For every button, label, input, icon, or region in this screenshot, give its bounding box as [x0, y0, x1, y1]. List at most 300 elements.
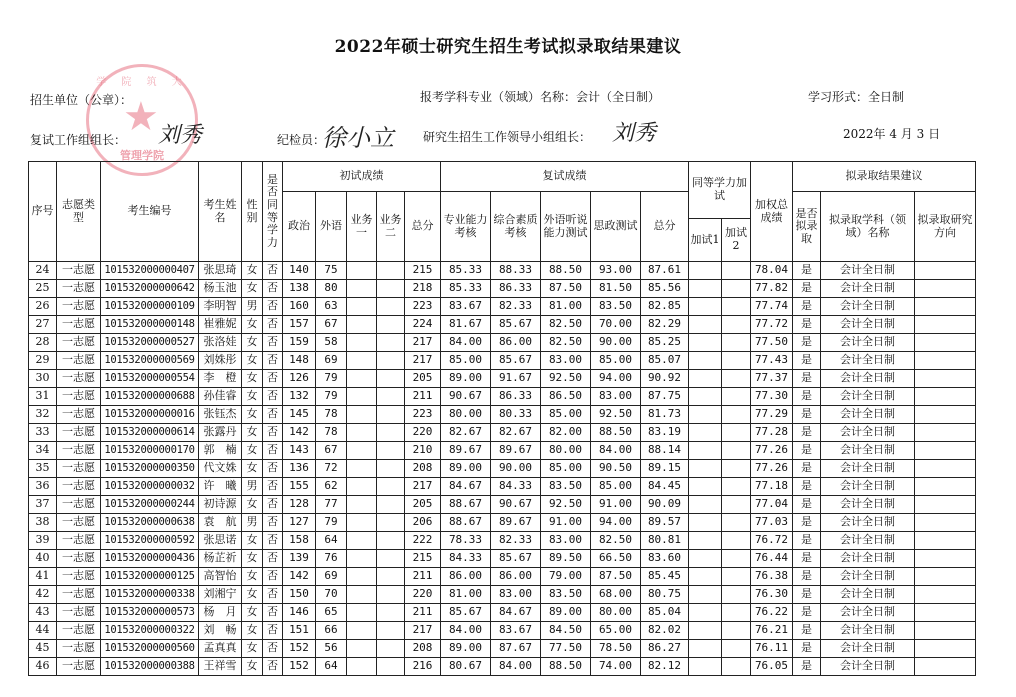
- row-retest-total: 83.19: [641, 424, 689, 442]
- row-admit-major: 会计全日制: [821, 298, 915, 316]
- major-value: 会计（全日制）: [576, 90, 661, 104]
- row-professional: 85.67: [441, 604, 491, 622]
- row-exam-id: 101532000000125: [101, 568, 199, 586]
- table-row: [29, 532, 976, 550]
- row-exam-id: 101532000000554: [101, 370, 199, 388]
- row-volunteer-type: 一志愿: [57, 352, 101, 370]
- row-gender: 女: [242, 424, 263, 442]
- row-listening: 85.00: [541, 460, 591, 478]
- table-row: [29, 568, 976, 586]
- row-listening: 83.50: [541, 586, 591, 604]
- row-name: 郭 楠: [199, 442, 242, 460]
- row-equivalent: 否: [263, 460, 283, 478]
- unit-label: 招生单位（公章）：: [30, 93, 133, 107]
- row-foreign-lang: 69: [316, 352, 347, 370]
- row-gender: 女: [242, 370, 263, 388]
- row-subject2: [377, 334, 405, 352]
- row-subject1: [347, 442, 377, 460]
- row-name: 孙佳睿: [199, 388, 242, 406]
- row-listening: 82.50: [541, 334, 591, 352]
- row-subject1: [347, 388, 377, 406]
- row-exam-id: 101532000000638: [101, 514, 199, 532]
- col-weighted: 加权总成绩: [751, 162, 793, 262]
- row-extra1: [689, 586, 722, 604]
- table-row: [29, 262, 976, 280]
- row-name: 许 曦: [199, 478, 242, 496]
- row-listening: 85.00: [541, 406, 591, 424]
- row-weighted: 77.43: [751, 352, 793, 370]
- row-politics: 145: [283, 406, 316, 424]
- row-ideology: 92.50: [591, 406, 641, 424]
- row-admitted: 是: [793, 460, 821, 478]
- row-retest-total: 86.27: [641, 640, 689, 658]
- row-name: 张钰杰: [199, 406, 242, 424]
- col-listening: 外语听说能力测试: [541, 192, 591, 262]
- row-weighted: 77.72: [751, 316, 793, 334]
- row-research-direction: [915, 622, 976, 640]
- inspector-signature: 徐小立: [322, 124, 394, 152]
- col-subject1: 业务一: [347, 192, 377, 262]
- row-admitted: 是: [793, 568, 821, 586]
- row-initial-total: 215: [405, 550, 441, 568]
- row-extra2: [722, 550, 751, 568]
- table-row: [29, 550, 976, 568]
- row-extra2: [722, 298, 751, 316]
- row-equivalent: 否: [263, 604, 283, 622]
- row-comprehensive: 85.67: [491, 316, 541, 334]
- row-retest-total: 82.85: [641, 298, 689, 316]
- row-foreign-lang: 64: [316, 658, 347, 676]
- row-foreign-lang: 75: [316, 262, 347, 280]
- row-comprehensive: 85.67: [491, 352, 541, 370]
- row-politics: 139: [283, 550, 316, 568]
- row-listening: 86.50: [541, 388, 591, 406]
- row-initial-total: 205: [405, 370, 441, 388]
- row-exam-id: 101532000000573: [101, 604, 199, 622]
- row-ideology: 94.00: [591, 514, 641, 532]
- row-extra1: [689, 478, 722, 496]
- row-professional: 84.33: [441, 550, 491, 568]
- row-extra1: [689, 550, 722, 568]
- row-retest-total: 82.29: [641, 316, 689, 334]
- col-seq: 序号: [29, 162, 57, 262]
- row-exam-id: 101532000000148: [101, 316, 199, 334]
- row-comprehensive: 90.67: [491, 496, 541, 514]
- row-volunteer-type: 一志愿: [57, 658, 101, 676]
- row-research-direction: [915, 658, 976, 676]
- row-initial-total: 206: [405, 514, 441, 532]
- col-extra1: 加试1: [689, 219, 722, 262]
- row-extra2: [722, 388, 751, 406]
- row-equivalent: 否: [263, 568, 283, 586]
- row-subject2: [377, 262, 405, 280]
- row-listening: 92.50: [541, 370, 591, 388]
- row-admit-major: 会计全日制: [821, 658, 915, 676]
- row-listening: 82.50: [541, 316, 591, 334]
- row-extra1: [689, 604, 722, 622]
- row-extra1: [689, 442, 722, 460]
- row-volunteer-type: 一志愿: [57, 262, 101, 280]
- row-politics: 140: [283, 262, 316, 280]
- row-name: 刘姝彤: [199, 352, 242, 370]
- row-professional: 80.67: [441, 658, 491, 676]
- row-retest-total: 87.61: [641, 262, 689, 280]
- row-subject1: [347, 370, 377, 388]
- row-subject1: [347, 280, 377, 298]
- row-extra1: [689, 640, 722, 658]
- row-subject2: [377, 586, 405, 604]
- seal-center-text: 管理学院: [120, 149, 164, 162]
- row-initial-total: 208: [405, 460, 441, 478]
- table-row: [29, 334, 976, 352]
- row-admit-major: 会计全日制: [821, 478, 915, 496]
- row-seq: 32: [29, 406, 57, 424]
- row-listening: 82.00: [541, 424, 591, 442]
- row-admit-major: 会计全日制: [821, 316, 915, 334]
- row-seq: 44: [29, 622, 57, 640]
- seal-ring-text: 学 院 筑 大: [96, 77, 188, 88]
- row-listening: 88.50: [541, 658, 591, 676]
- row-subject1: [347, 352, 377, 370]
- row-seq: 45: [29, 640, 57, 658]
- row-exam-id: 101532000000109: [101, 298, 199, 316]
- row-seq: 41: [29, 568, 57, 586]
- row-exam-id: 101532000000527: [101, 334, 199, 352]
- row-subject2: [377, 532, 405, 550]
- row-subject1: [347, 550, 377, 568]
- row-extra1: [689, 568, 722, 586]
- row-subject1: [347, 658, 377, 676]
- row-ideology: 66.50: [591, 550, 641, 568]
- row-research-direction: [915, 550, 976, 568]
- row-subject1: [347, 640, 377, 658]
- row-volunteer-type: 一志愿: [57, 514, 101, 532]
- row-admitted: 是: [793, 604, 821, 622]
- row-ideology: 74.00: [591, 658, 641, 676]
- row-ideology: 93.00: [591, 262, 641, 280]
- row-comprehensive: 80.33: [491, 406, 541, 424]
- row-foreign-lang: 56: [316, 640, 347, 658]
- row-research-direction: [915, 514, 976, 532]
- row-listening: 89.00: [541, 604, 591, 622]
- row-research-direction: [915, 424, 976, 442]
- row-retest-total: 80.75: [641, 586, 689, 604]
- row-subject1: [347, 496, 377, 514]
- row-initial-total: 211: [405, 388, 441, 406]
- row-ideology: 82.50: [591, 532, 641, 550]
- row-extra2: [722, 424, 751, 442]
- row-exam-id: 101532000000569: [101, 352, 199, 370]
- row-name: 高智怡: [199, 568, 242, 586]
- row-initial-total: 217: [405, 622, 441, 640]
- row-exam-id: 101532000000560: [101, 640, 199, 658]
- study-form-label: 学习形式：: [808, 90, 869, 104]
- row-comprehensive: 84.33: [491, 478, 541, 496]
- row-exam-id: 101532000000244: [101, 496, 199, 514]
- row-subject1: [347, 316, 377, 334]
- row-volunteer-type: 一志愿: [57, 406, 101, 424]
- row-initial-total: 220: [405, 424, 441, 442]
- row-equivalent: 否: [263, 622, 283, 640]
- col-group-equiv-extra: 同等学力加试: [689, 162, 751, 219]
- row-research-direction: [915, 334, 976, 352]
- row-equivalent: 否: [263, 406, 283, 424]
- row-ideology: 90.00: [591, 334, 641, 352]
- row-volunteer-type: 一志愿: [57, 460, 101, 478]
- row-equivalent: 否: [263, 316, 283, 334]
- study-form-value: 全日制: [868, 90, 905, 104]
- row-professional: 83.67: [441, 298, 491, 316]
- row-admitted: 是: [793, 262, 821, 280]
- row-admit-major: 会计全日制: [821, 334, 915, 352]
- table-row: [29, 658, 976, 676]
- row-extra1: [689, 532, 722, 550]
- row-initial-total: 217: [405, 334, 441, 352]
- row-retest-total: 83.60: [641, 550, 689, 568]
- row-weighted: 76.21: [751, 622, 793, 640]
- row-seq: 39: [29, 532, 57, 550]
- row-volunteer-type: 一志愿: [57, 532, 101, 550]
- row-admit-major: 会计全日制: [821, 604, 915, 622]
- table-row: [29, 352, 976, 370]
- row-volunteer-type: 一志愿: [57, 478, 101, 496]
- table-row: [29, 316, 976, 334]
- row-research-direction: [915, 280, 976, 298]
- row-admit-major: 会计全日制: [821, 496, 915, 514]
- row-politics: 136: [283, 460, 316, 478]
- row-weighted: 77.74: [751, 298, 793, 316]
- row-seq: 43: [29, 604, 57, 622]
- col-retest-total: 总分: [641, 192, 689, 262]
- row-extra2: [722, 352, 751, 370]
- col-exam-id: 考生编号: [101, 162, 199, 262]
- admission-leader-label: 研究生招生工作领导小组组长：: [423, 130, 592, 144]
- col-ideology: 思政测试: [591, 192, 641, 262]
- col-admitted: 是否拟录取: [793, 192, 821, 262]
- row-volunteer-type: 一志愿: [57, 496, 101, 514]
- page-title: 2022年硕士研究生招生考试拟录取结果建议: [334, 37, 682, 57]
- row-exam-id: 101532000000407: [101, 262, 199, 280]
- row-listening: 77.50: [541, 640, 591, 658]
- row-name: 孟真真: [199, 640, 242, 658]
- row-comprehensive: 89.67: [491, 442, 541, 460]
- row-name: 张露丹: [199, 424, 242, 442]
- row-name: 崔雅妮: [199, 316, 242, 334]
- row-gender: 女: [242, 334, 263, 352]
- row-weighted: 76.72: [751, 532, 793, 550]
- row-admitted: 是: [793, 334, 821, 352]
- row-extra1: [689, 316, 722, 334]
- row-volunteer-type: 一志愿: [57, 316, 101, 334]
- row-weighted: 76.22: [751, 604, 793, 622]
- row-initial-total: 223: [405, 298, 441, 316]
- row-politics: 155: [283, 478, 316, 496]
- row-foreign-lang: 62: [316, 478, 347, 496]
- row-admit-major: 会计全日制: [821, 586, 915, 604]
- row-exam-id: 101532000000016: [101, 406, 199, 424]
- row-name: 李明智: [199, 298, 242, 316]
- row-subject1: [347, 586, 377, 604]
- row-weighted: 77.30: [751, 388, 793, 406]
- col-group-result: 拟录取结果建议: [793, 162, 976, 192]
- row-gender: 女: [242, 280, 263, 298]
- row-extra2: [722, 262, 751, 280]
- row-politics: 160: [283, 298, 316, 316]
- row-professional: 89.00: [441, 370, 491, 388]
- row-exam-id: 101532000000350: [101, 460, 199, 478]
- row-listening: 87.50: [541, 280, 591, 298]
- row-research-direction: [915, 586, 976, 604]
- row-retest-total: 88.14: [641, 442, 689, 460]
- row-seq: 28: [29, 334, 57, 352]
- row-politics: 142: [283, 568, 316, 586]
- col-initial-total: 总分: [405, 192, 441, 262]
- row-seq: 26: [29, 298, 57, 316]
- table-row: [29, 622, 976, 640]
- row-foreign-lang: 77: [316, 496, 347, 514]
- row-admitted: 是: [793, 550, 821, 568]
- major-info: [420, 88, 660, 105]
- row-name: 刘湘宁: [199, 586, 242, 604]
- row-extra1: [689, 280, 722, 298]
- study-form: [808, 88, 904, 105]
- row-comprehensive: 84.67: [491, 604, 541, 622]
- row-professional: 85.00: [441, 352, 491, 370]
- row-initial-total: 223: [405, 406, 441, 424]
- row-admitted: 是: [793, 532, 821, 550]
- row-gender: 女: [242, 406, 263, 424]
- row-extra1: [689, 262, 722, 280]
- row-professional: 82.67: [441, 424, 491, 442]
- row-retest-total: 80.81: [641, 532, 689, 550]
- row-professional: 85.33: [441, 280, 491, 298]
- row-listening: 84.50: [541, 622, 591, 640]
- table-row: [29, 424, 976, 442]
- row-seq: 34: [29, 442, 57, 460]
- row-listening: 91.00: [541, 514, 591, 532]
- row-foreign-lang: 72: [316, 460, 347, 478]
- row-subject2: [377, 478, 405, 496]
- row-admitted: 是: [793, 514, 821, 532]
- row-listening: 88.50: [541, 262, 591, 280]
- row-listening: 81.00: [541, 298, 591, 316]
- row-extra2: [722, 334, 751, 352]
- row-professional: 85.33: [441, 262, 491, 280]
- row-politics: 143: [283, 442, 316, 460]
- row-admit-major: 会计全日制: [821, 514, 915, 532]
- row-comprehensive: 82.33: [491, 298, 541, 316]
- row-volunteer-type: 一志愿: [57, 280, 101, 298]
- major-label: 报考学科专业（领域）名称：: [420, 90, 577, 104]
- row-equivalent: 否: [263, 478, 283, 496]
- row-extra2: [722, 658, 751, 676]
- row-admitted: 是: [793, 424, 821, 442]
- row-politics: 142: [283, 424, 316, 442]
- row-extra1: [689, 352, 722, 370]
- row-weighted: 78.04: [751, 262, 793, 280]
- row-equivalent: 否: [263, 424, 283, 442]
- row-seq: 36: [29, 478, 57, 496]
- col-subject2: 业务二: [377, 192, 405, 262]
- row-equivalent: 否: [263, 442, 283, 460]
- row-foreign-lang: 67: [316, 316, 347, 334]
- row-exam-id: 101532000000592: [101, 532, 199, 550]
- row-professional: 78.33: [441, 532, 491, 550]
- row-professional: 81.00: [441, 586, 491, 604]
- row-weighted: 76.30: [751, 586, 793, 604]
- row-research-direction: [915, 406, 976, 424]
- row-comprehensive: 86.00: [491, 334, 541, 352]
- row-foreign-lang: 78: [316, 424, 347, 442]
- col-group-retest: 复试成绩: [441, 162, 689, 192]
- table-row: [29, 460, 976, 478]
- row-equivalent: 否: [263, 262, 283, 280]
- row-exam-id: 101532000000436: [101, 550, 199, 568]
- row-admit-major: 会计全日制: [821, 352, 915, 370]
- col-research-direction: 拟录取研究方向: [915, 192, 976, 262]
- row-exam-id: 101532000000688: [101, 388, 199, 406]
- table-row: [29, 280, 976, 298]
- row-subject1: [347, 514, 377, 532]
- row-subject1: [347, 604, 377, 622]
- row-volunteer-type: 一志愿: [57, 622, 101, 640]
- row-admitted: 是: [793, 298, 821, 316]
- row-volunteer-type: 一志愿: [57, 586, 101, 604]
- row-initial-total: 217: [405, 352, 441, 370]
- table-row: [29, 514, 976, 532]
- row-volunteer-type: 一志愿: [57, 550, 101, 568]
- row-exam-id: 101532000000170: [101, 442, 199, 460]
- row-gender: 女: [242, 532, 263, 550]
- row-retest-total: 90.92: [641, 370, 689, 388]
- row-extra2: [722, 496, 751, 514]
- row-name: 杨 月: [199, 604, 242, 622]
- row-admitted: 是: [793, 478, 821, 496]
- row-retest-total: 84.45: [641, 478, 689, 496]
- row-gender: 女: [242, 352, 263, 370]
- row-gender: 男: [242, 478, 263, 496]
- row-extra1: [689, 658, 722, 676]
- row-initial-total: 224: [405, 316, 441, 334]
- col-foreign-lang: 外语: [316, 192, 347, 262]
- row-exam-id: 101532000000032: [101, 478, 199, 496]
- row-initial-total: 216: [405, 658, 441, 676]
- table-row: [29, 604, 976, 622]
- row-equivalent: 否: [263, 388, 283, 406]
- row-admit-major: 会计全日制: [821, 370, 915, 388]
- col-gender: 性别: [242, 162, 263, 262]
- row-professional: 88.67: [441, 496, 491, 514]
- row-listening: 83.00: [541, 532, 591, 550]
- row-listening: 83.00: [541, 352, 591, 370]
- row-politics: 132: [283, 388, 316, 406]
- row-ideology: 83.50: [591, 298, 641, 316]
- row-seq: 46: [29, 658, 57, 676]
- row-gender: 女: [242, 550, 263, 568]
- col-politics: 政治: [283, 192, 316, 262]
- row-listening: 92.50: [541, 496, 591, 514]
- row-admit-major: 会计全日制: [821, 532, 915, 550]
- row-foreign-lang: 80: [316, 280, 347, 298]
- row-subject2: [377, 298, 405, 316]
- row-initial-total: 220: [405, 586, 441, 604]
- row-seq: 24: [29, 262, 57, 280]
- row-seq: 42: [29, 586, 57, 604]
- row-politics: 128: [283, 496, 316, 514]
- row-retest-total: 82.02: [641, 622, 689, 640]
- row-extra2: [722, 514, 751, 532]
- row-research-direction: [915, 262, 976, 280]
